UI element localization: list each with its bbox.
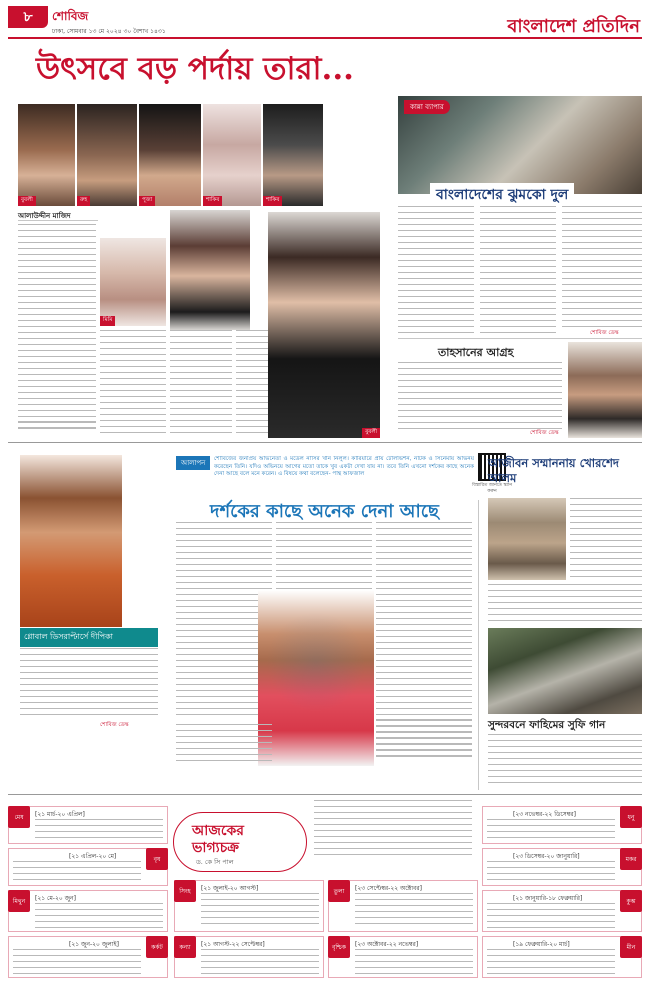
tahsan-headline: তাহসানের আগ্রহ	[438, 346, 514, 359]
deepika-photo	[20, 455, 122, 627]
zodiac-text	[35, 819, 163, 840]
zodiac-dates: [২১ জুলাই-২০ আগস্ট]	[201, 885, 259, 892]
actor-photo-2	[77, 104, 137, 206]
right-feature-column-2	[480, 206, 556, 336]
top-story-column-2	[100, 330, 166, 436]
right-feature-kicker: কান্না ব্যাপার	[404, 100, 450, 114]
top-story-column-3	[170, 330, 232, 436]
right-feature-column-1	[398, 206, 474, 336]
actress-photo-mimi	[100, 238, 166, 326]
sundarban-headline: সুন্দরবনে ফাহিমের সুফি গান	[488, 719, 606, 731]
page-number: ৮	[23, 9, 33, 25]
actress-photo-bubly	[268, 212, 380, 438]
zodiac-box-dhanu	[482, 806, 642, 844]
photo-caption: বুবলী	[18, 196, 36, 206]
actor-photo-5	[263, 104, 323, 206]
interview-headline: দর্শকের কাছে অনেক দেনা আছে	[210, 501, 439, 522]
top-story-column-1	[18, 224, 96, 436]
zodiac-dates: [২৩ অক্টোবর-২২ নভেম্বর]	[355, 941, 419, 948]
page-number-badge	[8, 6, 48, 28]
actor-photo-4	[203, 104, 261, 206]
photo-caption: মিমি	[100, 316, 115, 326]
zodiac-dates: [২১ মার্চ-২০ এপ্রিল]	[35, 811, 85, 818]
masthead: বাংলাদেশ প্রতিদিন	[507, 16, 640, 37]
zodiac-sign: কন্যা	[174, 936, 196, 958]
interview-column-3	[376, 522, 472, 762]
zodiac-box-makar	[482, 848, 642, 886]
zodiac-dates: [১৯ ফেব্রুয়ারি-২০ মার্চ]	[513, 941, 570, 948]
tahsan-top-rule	[398, 338, 642, 339]
zodiac-box-tula	[328, 880, 478, 932]
zodiac-box-mithun	[8, 890, 168, 932]
right-feature-headline: বাংলাদেশের ঝুমকো দুল	[430, 183, 574, 207]
zodiac-dates: [২১ জানুয়ারি-১৮ ফেব্রুয়ারি]	[513, 895, 583, 902]
top-story-headline: উৎসবে বড় পর্দায় তারা...	[36, 51, 354, 87]
horoscope-title-box	[173, 812, 307, 872]
award-body-2	[488, 584, 642, 624]
zodiac-dates: [২৩ সেপ্টেম্বর-২২ অক্টোবর]	[355, 885, 422, 892]
zodiac-dates: [২১ এপ্রিল-২০ মে]	[69, 853, 117, 860]
zodiac-dates: [২১ মে-২০ জুন]	[35, 895, 76, 902]
zodiac-box-mesh	[8, 806, 168, 844]
zodiac-dates: [২১ আগস্ট-২২ সেপ্টেম্বর]	[201, 941, 265, 948]
tahsan-body	[398, 362, 562, 432]
right-feature-column-3	[562, 206, 642, 330]
zodiac-sign: মকর	[620, 848, 642, 870]
zodiac-text	[487, 949, 615, 974]
zodiac-box-kumbha	[482, 890, 642, 932]
zodiac-dates: [২১ জুন-২০ জুলাই]	[69, 941, 119, 948]
zodiac-text	[487, 861, 615, 882]
deepika-caption: গ্লোবাল ডিসরাপ্টার্সে দীপিকা	[20, 628, 158, 647]
zodiac-sign: মেষ	[8, 806, 30, 828]
award-headline: আজীবন সম্মাননায় খোরশেদ আলম	[488, 456, 619, 485]
zodiac-text	[13, 861, 141, 882]
actor-photo-3	[139, 104, 201, 206]
zodiac-sign: বৃষ	[146, 848, 168, 870]
deepika-body	[20, 648, 158, 720]
zodiac-box-brish	[8, 848, 168, 886]
actor-photo-1	[18, 104, 75, 206]
section-name: শোবিজ	[52, 9, 89, 23]
sundarban-photo	[488, 628, 642, 714]
zodiac-sign: মীন	[620, 936, 642, 958]
zodiac-text	[355, 949, 473, 974]
zodiac-text	[355, 893, 473, 928]
horoscope-rule	[8, 794, 642, 795]
tahsan-photo	[568, 342, 642, 438]
section-divider	[8, 442, 642, 443]
zodiac-text	[35, 903, 163, 928]
zodiac-dates: [২৩ ডিসেম্বর-২০ জানুয়ারি]	[513, 853, 580, 860]
zodiac-box-singha	[174, 880, 324, 932]
award-body-1	[570, 498, 642, 582]
interview-column-4	[176, 724, 272, 764]
sundarban-body	[488, 734, 642, 790]
header-rule	[8, 37, 642, 39]
interview-photo-halo	[266, 612, 366, 712]
photo-caption: বুবলী	[362, 428, 380, 438]
zodiac-sign: কুম্ভ	[620, 890, 642, 912]
photo-caption: শাকিব	[263, 196, 282, 206]
deepika-byline: শোবিজ ডেস্ক	[100, 722, 129, 728]
zodiac-sign: সিংহ	[174, 880, 196, 902]
zodiac-text	[201, 949, 319, 974]
photo-caption: শাকিব	[203, 196, 222, 206]
zodiac-dates: [২৩ নভেম্বর-২২ ডিসেম্বর]	[513, 811, 576, 818]
zodiac-text	[13, 949, 141, 974]
award-photo	[488, 498, 566, 580]
interview-subject-photo	[258, 590, 374, 766]
qr-caption: বিস্তারিত জানতে স্ক্যান করুন	[471, 483, 513, 494]
zodiac-box-kanya	[174, 936, 324, 978]
horoscope-intro	[314, 800, 472, 860]
zodiac-text	[487, 903, 615, 928]
horoscope-author: ড. কে সি পাল	[196, 858, 234, 866]
photo-caption: রুহ	[77, 196, 90, 206]
zodiac-box-karkat	[8, 936, 168, 978]
zodiac-box-brishchik	[328, 936, 478, 978]
interview-label: আলাপন	[176, 456, 210, 470]
zodiac-text	[201, 893, 319, 928]
date-line: ঢাকা, সোমবার ১৩ মে ২০২৪ ৩০ বৈশাখ ১৪৩১	[52, 28, 166, 35]
actress-photo-center	[170, 210, 250, 330]
horoscope-title: আজকের ভাগ্যচক্র	[192, 823, 244, 856]
top-story-byline: আলাউদ্দীন মাজিদ	[18, 212, 71, 220]
zodiac-sign: বৃশ্চিক	[328, 936, 350, 958]
interview-column-2	[276, 522, 372, 592]
zodiac-sign: তুলা	[328, 880, 350, 902]
zodiac-sign: ধনু	[620, 806, 642, 828]
zodiac-text	[487, 819, 615, 840]
zodiac-sign: মিথুন	[8, 890, 30, 912]
zodiac-box-meen	[482, 936, 642, 978]
right-feature-byline: শোবিজ ডেস্ক	[590, 330, 619, 336]
interview-intro: শোবিজের জনপ্রিয় অভিনেতা ও মডেল নাসির খান নিলুল। কারিয়ারে প্রায় টেলিভিশন, নাটক ও সিনেমায় অভিনয় করেছেন তিনি। যদিও অভিনয়ে আগের মতো তাকে খুব একটা দেখা যায় না। তবে তিনি এখনো দর্শকের কাছে অনেক দেনা আছে বলে মনে করেন। এ বিষয়ে কথা বলেছেন- পান্থ আফজাল	[214, 456, 474, 478]
tahsan-byline: শোবিজ ডেস্ক	[530, 430, 559, 436]
zodiac-sign: কর্কট	[146, 936, 168, 958]
byline-rule	[18, 220, 98, 221]
photo-caption: পূজা	[139, 196, 155, 206]
award-left-rule	[478, 500, 479, 790]
